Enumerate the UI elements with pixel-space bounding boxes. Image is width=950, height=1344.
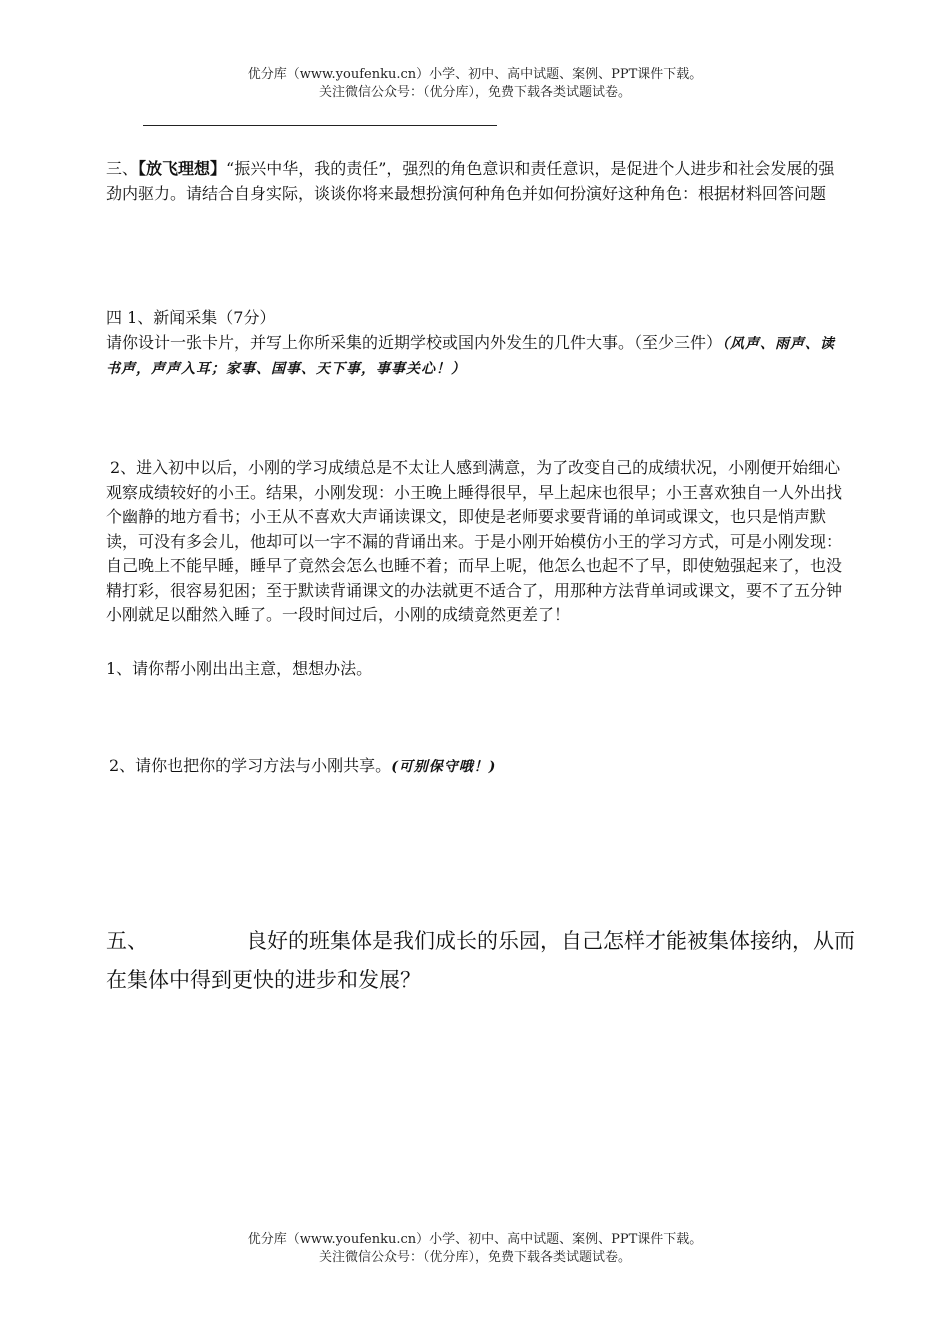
sub-question-1: 1、请你帮小刚出出主意，想想办法。 xyxy=(106,659,373,678)
page-footer xyxy=(0,1231,950,1267)
section-3-text: “振兴中华，我的责任”，强烈的角色意识和责任意识，是促进个人进步和社会发展的强劲内驱力。请结合自身实际，谈谈你将来最想扮演何种角色并如何扮演好这种角色：根据材料回答问题 xyxy=(106,159,835,203)
header-line-1: 优分库（www.youfenku.cn）小学、初中、高中试题、案例、PPT课件下载。 xyxy=(247,67,703,82)
sub-question-2-hint: (可别保守哦！) xyxy=(391,759,497,775)
section-4-news xyxy=(106,306,846,382)
section-3-number: 三、 xyxy=(106,159,139,178)
section-3-title: 【放飞理想】 xyxy=(138,159,227,178)
section-4-prompt xyxy=(106,331,846,382)
section-5-number: 五、 xyxy=(106,929,148,953)
section-5-text: 良好的班集体是我们成长的乐园，自己怎样才能被集体接纳，从而在集体中得到更快的进步和发展？ xyxy=(106,929,855,992)
sub-question-2 xyxy=(109,754,849,780)
sub-question-2-text: 2、请你也把你的学习方法与小刚共享。 xyxy=(109,756,392,775)
section-4-hint: （风声、雨声、读书声，声声入耳；家事、国事、天下事，事事关心！） xyxy=(106,335,836,377)
header-line-2: 关注微信公众号：（优分库），免费下载各类试题试卷。 xyxy=(318,85,631,100)
section-4-heading: 四 1、新闻采集（7分） xyxy=(106,308,276,327)
page-header xyxy=(0,66,950,102)
header-rule xyxy=(143,125,497,126)
section-4-text: 请你设计一张卡片，并写上你所采集的近期学校或国内外发生的几件大事。（至少三件） xyxy=(106,332,723,352)
footer-line-1: 优分库（www.youfenku.cn）小学、初中、高中试题、案例、PPT课件下载。 xyxy=(247,1232,703,1247)
section-5 xyxy=(106,922,866,1000)
section-3 xyxy=(106,157,846,206)
footer-line-2: 关注微信公众号：（优分库），免费下载各类试题试卷。 xyxy=(318,1250,631,1265)
question-2-passage: 2、进入初中以后，小刚的学习成绩总是不太让人感到满意，为了改变自己的成绩状况，小刚便开始细心观察成绩较好的小王。结果，小刚发现：小王晚上睡得很早，早上起床也很早；小王喜欢独自一人外出找个幽静的地方看书；小王从不喜欢大声诵读课文，即使是老师要求要背诵的单词或课文，也只是悄声默读，可没有多会儿，他却可以一字不漏的背诵出来。于是小刚开始模仿小王的学习方式，可是小刚发现：自己晚上不能早睡，睡早了竟然会怎么也睡不着；而早上呢，他怎么也起不了早，即使勉强起来了，也没精打彩，很容易犯困；至于默读背诵课文的办法就更不适合了，用那种方法背单词或课文，要不了五分钟小刚就足以酣然入睡了。一段时间过后，小刚的成绩竟然更差了！ xyxy=(106,458,843,624)
